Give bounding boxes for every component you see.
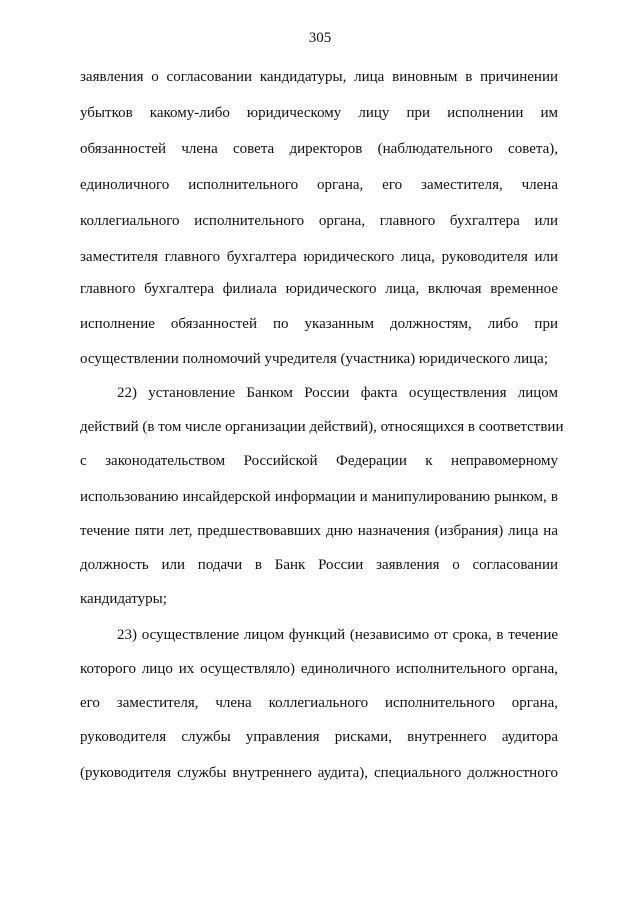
text-line: единоличного исполнительного органа, его заместителя, члена [80, 177, 558, 193]
text-line: кандидатуры; [80, 591, 167, 607]
text-line: его заместителя, члена коллегиального исполнительного органа, [80, 695, 558, 711]
text-line: руководителя службы управления рисками, внутреннего аудитора [80, 729, 558, 745]
page-number: 305 [308, 30, 332, 46]
text-line: убытков какому-либо юридическому лицу при исполнении им [80, 105, 558, 121]
text-line: заместителя главного бухгалтера юридического лица, руководителя или [80, 249, 558, 265]
text-line: использованию инсайдерской информации и манипулированию рынком, в [80, 489, 558, 505]
text-line: действий (в том числе организации действий), относящихся в соответствии [80, 419, 564, 435]
text-line: которого лицо их осуществляло) единоличного исполнительного органа, [80, 661, 558, 677]
text-line: с законодательством Российской Федерации к неправомерному [80, 453, 558, 469]
text-line: заявления о согласовании кандидатуры, лица виновным в причинении [80, 69, 558, 85]
text-line: исполнение обязанностей по указанным должностям, либо при [80, 316, 558, 332]
paragraph-first-line: 22) установление Банком России факта осуществления лицом [117, 385, 558, 401]
text-line: осуществлении полномочий учредителя (участника) юридического лица; [80, 351, 548, 367]
paragraph-first-line: 23) осуществление лицом функций (независимо от срока, в течение [117, 627, 558, 643]
text-line: главного бухгалтера филиала юридического лица, включая временное [80, 281, 558, 297]
text-line: обязанностей члена совета директоров (наблюдательного совета), [80, 141, 558, 157]
text-line: течение пяти лет, предшествовавших дню назначения (избрания) лица на [80, 523, 558, 539]
text-line: (руководителя службы внутреннего аудита), специального должностного [80, 765, 558, 781]
text-line: коллегиального исполнительного органа, главного бухгалтера или [80, 213, 558, 229]
text-line: должность или подачи в Банк России заявления о согласовании [80, 557, 558, 573]
